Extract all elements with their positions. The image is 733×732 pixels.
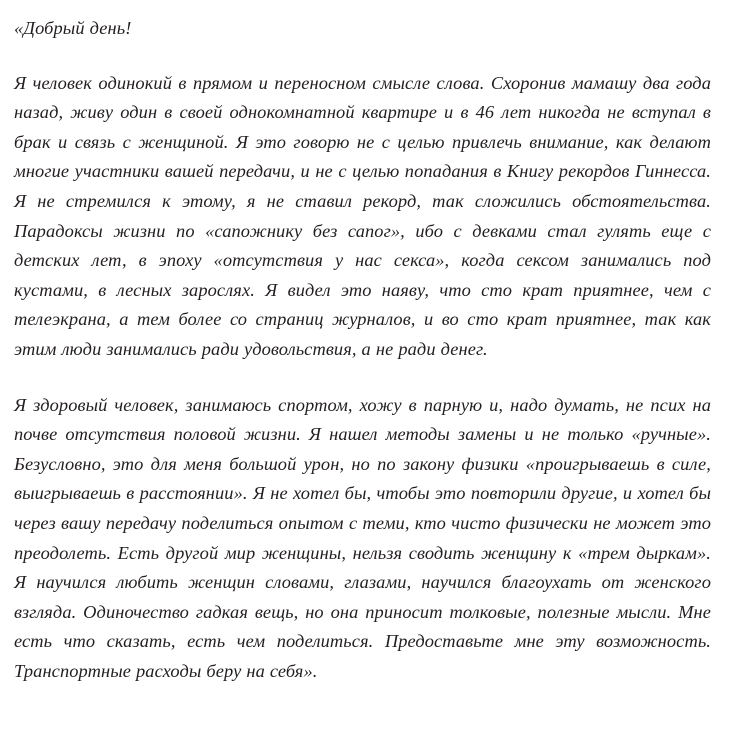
letter-paragraph-2: Я здоровый человек, занимаюсь спортом, хожу в парную и, надо думать, не псих на почве отсутствия половой жизни. Я нашел методы замены и не только «ручные». Безусловно, это для меня большой урон, но по закону физики «проигрываешь в силе, выигрываешь в расстоянии». Я не хотел бы, чтобы это повторили другие, и хотел бы через вашу передачу поделиться опытом с теми, кто чисто физически не может это преодолеть. Есть другой мир женщины, нельзя сводить женщину к «трем дыркам». Я научился любить женщин словами, глазами, научился благоухать от женского взгляда. Одиночество гадкая вещь, но она приносит толковые, полезные мысли. Мне есть что сказать, есть чем поделиться. Предоставьте мне эту возможность. Транспортные расходы беру на себя».	[14, 394, 711, 681]
letter-greeting: «Добрый день!	[14, 18, 132, 38]
letter-paragraph-1: Я человек одинокий в прямом и переносном смысле слова. Схоронив мамашу два года назад, живу один в своей однокомнатной квартире и в 46 лет никогда не вступал в брак и связь с женщиной. Я это говорю не с целью привлечь внимание, как делают многие участники вашей передачи, и не с целью попадания в Книгу рекордов Гиннесса. Я не стремился к этому, я не ставил рекорд, так сложились обстоятельства. Парадоксы жизни по «сапожнику без сапог», ибо с девками стал гулять еще с детских лет, в эпоху «отсутствия у нас секса», когда сексом занимались под кустами, в лесных зарослях. Я видел это наяву, что сто крат приятнее, чем с телеэкрана, а тем более со страниц журналов, и во сто крат приятнее, так как этим люди занимались ради удовольствия, а не ради денег.	[14, 72, 711, 359]
letter-body	[14, 14, 711, 686]
